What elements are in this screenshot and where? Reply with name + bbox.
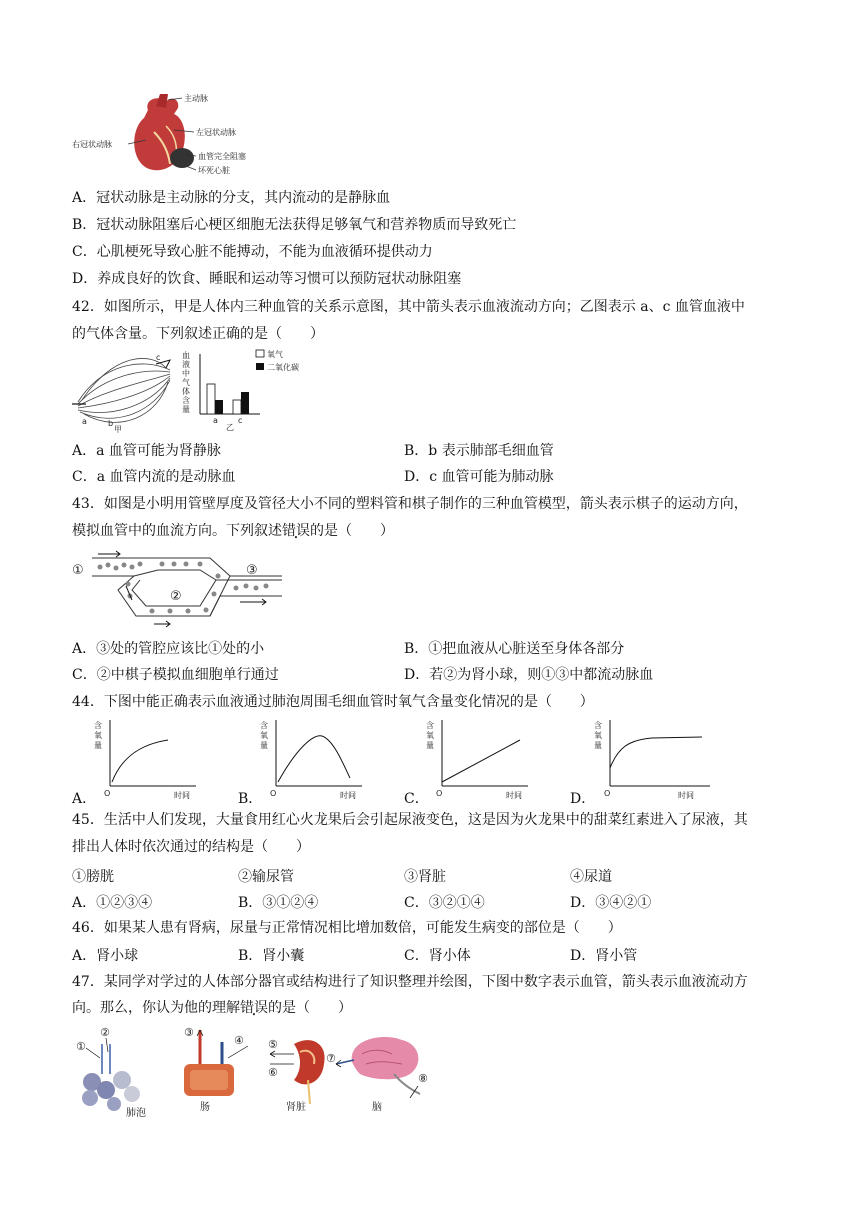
q43-stem-pre: 模拟血管中的血流方向。下列叙述 [72, 523, 282, 539]
ylabel-2: 液 [182, 360, 190, 369]
q46-option-b: B．肾小囊 [238, 948, 305, 964]
q43-option-d: D．若②为肾小球，则①③中都流动脉血 [404, 667, 654, 683]
q43-stem-line2 [72, 521, 394, 541]
svg-text:O: O [104, 789, 111, 798]
q43-label-2: ② [170, 589, 182, 604]
q44-graph-b [258, 716, 368, 806]
svg-text:⑤: ⑤ [268, 1038, 278, 1051]
bar-c-oxygen [233, 400, 241, 414]
q47-stem-post: 的是（ ） [268, 1000, 352, 1016]
svg-text:氧: 氧 [426, 731, 434, 740]
ylabel-6: 含 [182, 396, 190, 405]
label-alveoli: 肺泡 [126, 1108, 146, 1119]
svg-text:含: 含 [94, 721, 102, 730]
brain-drawing [352, 1037, 420, 1094]
q45-stem-line2: 排出人体时依次通过的结构是（ ） [72, 839, 310, 855]
q47-figure [72, 1024, 442, 1119]
svg-text:含: 含 [594, 721, 602, 730]
svg-text:量: 量 [594, 741, 602, 750]
q44-graph-a [92, 716, 202, 806]
bar-a-oxygen [207, 384, 215, 414]
q44-graph-c [424, 716, 534, 806]
label-right-coronary: 右冠状动脉 [72, 140, 112, 149]
q45-item-4: ④尿道 [570, 869, 612, 885]
svg-text:④: ④ [234, 1034, 244, 1047]
q43-figure [70, 550, 290, 630]
q45-option-c: C．③②①④ [404, 895, 485, 911]
svg-text:氧: 氧 [94, 731, 102, 740]
q47-stem-pre: 向。那么，你认为他的理解 [72, 1000, 240, 1016]
q42-stem-line2: 的气体含量。下列叙述正确的是（ ） [72, 326, 324, 342]
q45-option-b: B．③①②④ [238, 895, 319, 911]
svg-text:氧: 氧 [260, 731, 268, 740]
q42-option-c: C．a 血管内流的是动脉血 [72, 469, 236, 485]
ylabel-3: 中 [182, 369, 190, 378]
q43-option-b: B．①把血液从心脏送至身体各部分 [404, 641, 625, 657]
q43-stem-post: 的是（ ） [310, 523, 394, 539]
svg-text:时间: 时间 [340, 791, 356, 800]
svg-text:量: 量 [426, 741, 434, 750]
q43-option-c: C．②中棋子模拟血细胞单行通过 [72, 667, 279, 683]
ylabel-4: 气 [182, 378, 190, 387]
category-a: a [213, 416, 218, 425]
q41-option-c: C．心肌梗死导致心脏不能搏动，不能为血液循环提供动力 [72, 244, 433, 260]
q44-option-a: A． [72, 791, 97, 807]
kidney-drawing [294, 1040, 325, 1104]
label-necrotic: 坏死心脏 [198, 166, 230, 175]
q42-option-d: D．c 血管可能为肺动脉 [404, 469, 554, 485]
q42-option-b: B．b 表示肺部毛细血管 [404, 443, 554, 459]
ylabel-7: 量 [182, 405, 190, 414]
label-left-coronary: 左冠状动脉 [196, 128, 236, 137]
svg-text:量: 量 [94, 741, 102, 750]
label-jia: 甲 [114, 425, 122, 434]
svg-text:O: O [436, 789, 443, 798]
q45-item-2: ②输尿管 [238, 869, 294, 885]
q47-stem-line2 [72, 998, 352, 1018]
alveoli-drawing [82, 1044, 140, 1111]
q42-stem-line1: 42．如图所示，甲是人体内三种血管的关系示意图，其中箭头表示血液流动方向；乙图表示 a、c 血管血液中 [72, 299, 745, 315]
q44-option-c: C． [404, 791, 429, 807]
q43-option-a: A．③处的管腔应该比①处的小 [72, 641, 265, 657]
heart-figure [70, 92, 270, 180]
q45-item-3: ③肾脏 [404, 869, 446, 885]
q45-option-a: A．①②③④ [72, 895, 153, 911]
ylabel-1: 血 [182, 351, 190, 360]
vessel-label-c: c [156, 353, 161, 362]
svg-text:量: 量 [260, 741, 268, 750]
svg-text:①: ① [76, 1040, 86, 1053]
svg-text:含: 含 [426, 721, 434, 730]
q44-option-d: D． [570, 791, 596, 807]
q46-option-c: C．肾小体 [404, 948, 471, 964]
svg-text:③: ③ [184, 1026, 194, 1039]
q41-option-d: D．养成良好的饮食、睡眠和运动等习惯可以预防冠状动脉阻塞 [72, 271, 462, 287]
q46-option-a: A．肾小球 [72, 948, 139, 964]
q43-stem-emphasis: 错误 [282, 523, 310, 539]
svg-text:②: ② [100, 1026, 110, 1039]
curve-d [610, 737, 702, 768]
q43-label-3: ③ [246, 563, 258, 578]
curve-a [112, 740, 168, 782]
legend-co2: 二氧化碳 [267, 363, 299, 372]
curve-b [278, 736, 350, 782]
intestine-drawing [184, 1030, 234, 1096]
legend-oxygen: 氧气 [267, 350, 283, 359]
label-yi: 乙 [226, 423, 234, 432]
svg-text:时间: 时间 [506, 791, 522, 800]
q47-stem-line1: 47．某同学对学过的人体部分器官或结构进行了知识整理并绘图，下图中数字表示血管，箭头表示血液流动方 [72, 974, 748, 990]
legend-oxygen-swatch [256, 350, 264, 357]
svg-text:⑦: ⑦ [326, 1052, 336, 1065]
q45-stem-line1: 45．生活中人们发现，大量食用红心火龙果后会引起尿液变色，这是因为火龙果中的甜菜红素进入了尿液，其 [72, 812, 748, 828]
svg-text:⑥: ⑥ [268, 1066, 278, 1079]
svg-text:含: 含 [260, 721, 268, 730]
vessel-label-b: b [108, 419, 114, 428]
curve-c [442, 740, 520, 782]
svg-text:时间: 时间 [678, 791, 694, 800]
q47-stem-emphasis: 错误 [240, 1000, 268, 1016]
legend-co2-swatch [256, 363, 264, 370]
svg-text:O: O [604, 789, 611, 798]
label-blocked: 血管完全阻塞 [198, 152, 246, 161]
q41-option-b: B．冠状动脉阻塞后心梗区细胞无法获得足够氧气和营养物质而导致死亡 [72, 217, 517, 233]
q43-label-1: ① [72, 563, 84, 578]
label-aorta: 主动脉 [184, 94, 208, 103]
label-kidney: 肾脏 [286, 1102, 306, 1113]
svg-text:O: O [270, 789, 277, 798]
category-c: c [238, 416, 243, 425]
bar-a-co2 [215, 400, 223, 414]
q46-option-d: D．肾小管 [570, 948, 638, 964]
q41-option-a: A．冠状动脉是主动脉的分支，其内流动的是静脉血 [72, 190, 391, 206]
q43-stem-line1: 43．如图是小明用管壁厚度及管径大小不同的塑料管和棋子制作的三种血管模型，箭头表示棋子的运动方向， [72, 496, 748, 512]
q42-option-a: A．a 血管可能为肾静脉 [72, 443, 221, 459]
svg-text:氧: 氧 [594, 731, 602, 740]
q45-option-d: D．③④②① [570, 895, 652, 911]
label-intestine: 肠 [200, 1102, 210, 1113]
q42-figure [70, 346, 299, 434]
q44-stem: 44．下图中能正确表示血液通过肺泡周围毛细血管时氧气含量变化情况的是（ ） [72, 694, 594, 710]
svg-text:⑧: ⑧ [418, 1072, 428, 1085]
label-brain: 脑 [372, 1102, 382, 1113]
vessel-label-a: a [82, 417, 87, 426]
q44-option-b: B． [238, 791, 263, 807]
svg-text:时间: 时间 [174, 791, 190, 800]
q45-item-1: ①膀胱 [72, 869, 114, 885]
q46-stem: 46．如果某人患有肾病，尿量与正常情况相比增加数倍，可能发生病变的部位是（ ） [72, 920, 622, 936]
bar-c-co2 [241, 392, 249, 414]
q44-graph-d [592, 716, 722, 806]
ylabel-5: 体 [182, 387, 190, 396]
